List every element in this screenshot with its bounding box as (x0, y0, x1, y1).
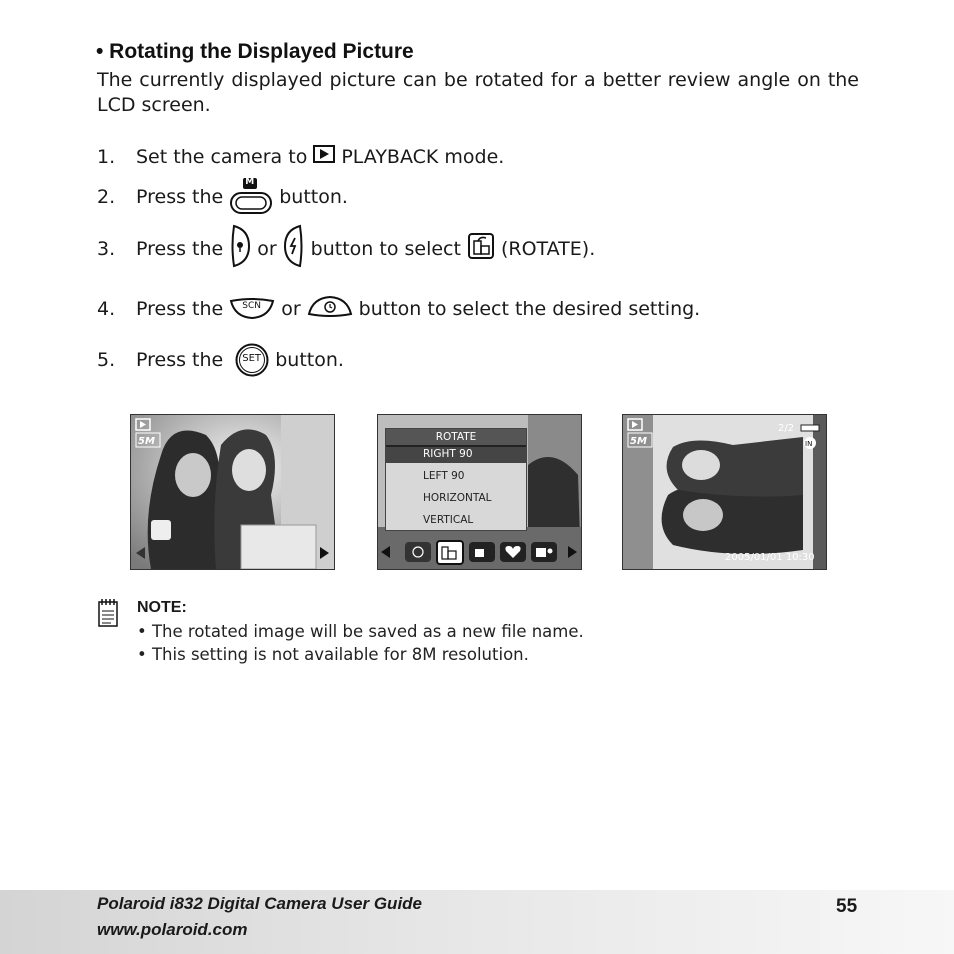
footer-guide-title: Polaroid i832 Digital Camera User Guide (97, 894, 423, 913)
step-text: PLAYBACK mode. (341, 145, 505, 168)
step-number: 2. (97, 186, 116, 208)
set-button-label: SET (242, 353, 262, 364)
rotate-menu-icon[interactable] (437, 541, 463, 564)
rotate-menu-title: ROTATE (386, 429, 526, 447)
note-title: NOTE: (137, 599, 187, 616)
playback-icon (313, 145, 335, 168)
step-text: button to select the desired setting. (358, 297, 701, 320)
protect-icon[interactable] (405, 542, 431, 562)
menu-option-horizontal[interactable]: HORIZONTAL (423, 492, 492, 504)
step-text: Press the (136, 349, 224, 371)
menu-option-vertical[interactable]: VERTICAL (423, 514, 474, 526)
note-line-2: • This setting is not available for 8M resolution. (137, 645, 529, 664)
scene-button-label: SCN (242, 300, 261, 311)
step-5 (97, 343, 344, 377)
step-2 (97, 178, 348, 216)
photo-two-girls (131, 415, 334, 569)
step-text: Press the (136, 297, 224, 320)
menu-option-right-90[interactable]: RIGHT 90 (423, 448, 473, 460)
menu-button-icon (229, 178, 273, 216)
step-text: button to select (310, 237, 461, 260)
step-number: 1. (97, 145, 116, 168)
step-text: Press the (136, 237, 224, 260)
memory-label: IN (805, 440, 813, 448)
rotate-menu (385, 428, 527, 531)
step-1 (97, 145, 504, 168)
menu-option-left-90[interactable]: LEFT 90 (423, 470, 465, 482)
photo-rotated (623, 415, 826, 569)
scene-button-icon (229, 298, 275, 320)
notepad-icon (97, 598, 119, 632)
page-number: 55 (836, 896, 858, 917)
step-text: button. (279, 186, 348, 208)
step-text: button. (275, 349, 344, 371)
step-3 (97, 224, 595, 273)
lcd-screen-playback (130, 414, 335, 570)
step-text: or (281, 297, 301, 320)
section-heading: • Rotating the Displayed Picture (96, 40, 414, 63)
step-number: 4. (97, 297, 116, 320)
lcd-screen-rotate-menu (377, 414, 582, 570)
intro-paragraph: The currently displayed picture can be rotated for a better review angle on the LCD screen. (97, 69, 859, 116)
footer-website-link[interactable]: www.polaroid.com (97, 920, 248, 939)
step-text: Set the camera to (136, 145, 308, 168)
menu-button-label: M (245, 177, 255, 187)
set-button-icon (235, 343, 269, 377)
rotate-icon (467, 232, 495, 265)
step-number: 5. (97, 349, 116, 371)
step-text: Press the (136, 186, 224, 208)
menu-icon-bar (378, 539, 581, 569)
prev-arrow-icon (381, 546, 390, 558)
next-arrow-icon (568, 546, 577, 558)
resolution-label: 5M (138, 436, 155, 447)
date-time-stamp: 2005/01/01 10:30 (725, 552, 815, 563)
image-counter: 2/2 (778, 423, 795, 434)
note-line-1: • The rotated image will be saved as a new file name. (137, 622, 584, 641)
step-text: or (257, 237, 277, 260)
resolution-label: 5M (630, 436, 647, 447)
battery-icon (801, 425, 819, 431)
right-flash-button-icon (283, 224, 305, 273)
lcd-screen-rotated-result (622, 414, 827, 570)
step-number: 3. (97, 237, 116, 260)
self-timer-button-icon (307, 295, 353, 322)
step-4 (97, 295, 700, 322)
left-flower-button-icon (229, 224, 251, 273)
step-text: (ROTATE). (500, 237, 596, 260)
